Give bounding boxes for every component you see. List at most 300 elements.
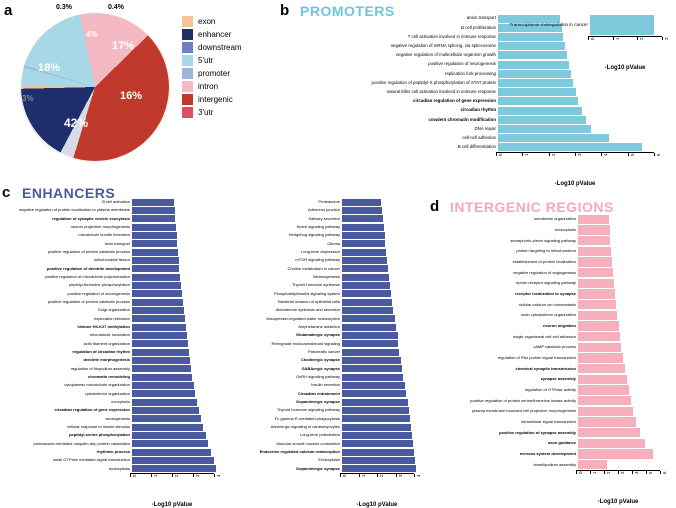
bar bbox=[578, 247, 611, 257]
bar bbox=[132, 240, 177, 247]
bar bbox=[578, 460, 607, 470]
bar-category-label: semaphorin-plexin signaling pathway bbox=[510, 237, 576, 243]
bar-row bbox=[232, 240, 430, 248]
bar-category-label: B cell differentiation bbox=[457, 144, 496, 150]
axis-tick-label: 2 bbox=[550, 153, 556, 156]
bar bbox=[132, 357, 190, 364]
bar-row bbox=[0, 331, 232, 339]
axis-tick-label: 2 bbox=[606, 471, 611, 474]
pie-label-5: 17% bbox=[112, 40, 135, 52]
bar-category-label: peptidyl-serine phosphorylation bbox=[69, 432, 130, 438]
bar-row bbox=[232, 198, 430, 206]
bar-category-label: cAMP catabolic process bbox=[533, 344, 576, 350]
axis-tick bbox=[549, 153, 550, 156]
bar bbox=[342, 374, 403, 381]
bar-row bbox=[0, 206, 232, 214]
pie-label-4: 0.4% bbox=[108, 4, 124, 11]
bar-category-label: negative regulation of multicellular organism growth bbox=[395, 52, 496, 58]
legend-swatch-exon bbox=[182, 16, 193, 27]
bar-row bbox=[428, 406, 676, 417]
axis-tick bbox=[396, 474, 397, 477]
panel-d-title: INTERGENIC REGIONS bbox=[450, 199, 614, 215]
axis-tick bbox=[496, 153, 497, 156]
bar bbox=[578, 417, 636, 427]
bar bbox=[132, 390, 195, 397]
x-axis-title: -Log10 pValue bbox=[604, 65, 646, 71]
axis-tick-label: 5 bbox=[629, 153, 635, 156]
bar-row bbox=[0, 365, 232, 373]
axis-tick bbox=[613, 37, 614, 40]
bar-row bbox=[232, 248, 430, 256]
axis-tick bbox=[172, 474, 173, 477]
bar-category-label: microtubule nucleation bbox=[89, 332, 130, 338]
bar bbox=[132, 324, 186, 331]
bar-row bbox=[0, 256, 232, 264]
bar-row bbox=[0, 215, 232, 223]
bar-row bbox=[232, 348, 430, 356]
bar-category-label: circadian regulation of gene expression bbox=[413, 98, 496, 104]
axis-tick-label: 0 bbox=[342, 474, 347, 477]
bar-category-label: GABAergic synapse bbox=[301, 365, 340, 371]
bar bbox=[498, 134, 609, 142]
bar bbox=[342, 199, 381, 206]
bar-category-label: Choline metabolism in cancer bbox=[287, 265, 340, 271]
legend-item bbox=[182, 107, 242, 118]
bar-category-label: Adrenergic signaling in cardiomyocytes bbox=[270, 424, 340, 430]
axis-tick bbox=[414, 474, 415, 477]
bar bbox=[498, 143, 642, 151]
bar-category-label: chromatin remodeling bbox=[87, 374, 130, 380]
bar-row bbox=[278, 115, 676, 124]
bar-category-label: protein targeting to mitochondrion bbox=[516, 248, 576, 254]
bar-row bbox=[278, 97, 676, 106]
bar bbox=[342, 224, 384, 231]
axis-tick bbox=[151, 474, 152, 477]
bar-row bbox=[0, 198, 232, 206]
bar-row bbox=[0, 223, 232, 231]
bar-row bbox=[0, 381, 232, 389]
bar bbox=[132, 315, 185, 322]
x-axis bbox=[496, 152, 661, 183]
bar-category-label: exocytosis bbox=[111, 399, 130, 405]
axis-tick-label: 3 bbox=[620, 471, 625, 474]
bar bbox=[342, 365, 402, 372]
bar-category-label: Glioma bbox=[327, 240, 340, 246]
bar-category-label: Dopaminergic synapse bbox=[296, 465, 340, 471]
bar-row bbox=[232, 256, 430, 264]
enhancers-left-chart bbox=[0, 198, 232, 508]
bar-row bbox=[278, 106, 676, 115]
bar bbox=[342, 232, 385, 239]
panel-d bbox=[428, 196, 676, 505]
bar-row bbox=[0, 448, 232, 456]
bar bbox=[498, 97, 578, 105]
x-axis-title: -Log10 pValue bbox=[356, 502, 398, 508]
bar-row bbox=[232, 298, 430, 306]
bar-row bbox=[428, 257, 676, 268]
x-axis-title: -Log10 pValue bbox=[151, 502, 193, 508]
legend-label: enhancer bbox=[198, 30, 232, 39]
bar bbox=[342, 257, 387, 264]
bar-row bbox=[428, 427, 676, 438]
bar bbox=[132, 365, 191, 372]
axis-tick-label: 3 bbox=[195, 474, 200, 477]
axis-tick bbox=[359, 474, 360, 477]
bar-row bbox=[232, 390, 430, 398]
legend-label: intron bbox=[198, 82, 219, 91]
axis-tick-label: 4 bbox=[603, 153, 609, 156]
bar-row bbox=[232, 340, 430, 348]
axis-tick-label: 3 bbox=[397, 474, 403, 477]
axis-tick-label: 5 bbox=[648, 471, 653, 474]
promoters-inset-chart bbox=[496, 14, 676, 71]
bar bbox=[498, 116, 586, 124]
panel-b-letter: b bbox=[280, 2, 290, 19]
legend-label: downstream bbox=[198, 43, 242, 52]
intergenic-chart bbox=[428, 214, 676, 505]
pie-label-0: 0.3% bbox=[56, 4, 72, 11]
bar bbox=[578, 343, 621, 353]
legend-swatch-3utr bbox=[182, 107, 193, 118]
bar-category-label: cellular response to insulin stimulus bbox=[67, 424, 130, 430]
bar-category-label: cytoskeleton organization bbox=[84, 390, 130, 396]
bar-category-label: ephrin receptor signaling pathway bbox=[516, 280, 576, 286]
bar-category-label: regulation of Rho protein signal transduction bbox=[497, 354, 576, 360]
panel-c bbox=[0, 182, 430, 508]
bar bbox=[132, 374, 192, 381]
axis-tick bbox=[618, 471, 619, 474]
bar-category-label: B cell activation bbox=[102, 199, 130, 205]
bar bbox=[578, 428, 640, 438]
legend-label: 5'utr bbox=[198, 56, 214, 65]
bar-category-label: Circadian entrainment bbox=[297, 390, 340, 396]
bar-row bbox=[428, 342, 676, 353]
bar-category-label: circadian regulation of gene expression bbox=[54, 407, 130, 413]
bar-category-label: Phosphatidylinositol signaling system bbox=[273, 290, 340, 296]
bar bbox=[342, 399, 408, 406]
axis-tick-label: 0 bbox=[590, 37, 595, 40]
bar-row bbox=[0, 290, 232, 298]
axis-tick bbox=[590, 471, 591, 474]
bar-category-label: Pancreatic cancer bbox=[307, 349, 340, 355]
bar bbox=[132, 457, 214, 464]
legend-label: intergenic bbox=[198, 95, 233, 104]
axis-tick-label: 2 bbox=[639, 37, 645, 40]
axis-tick-label: 1 bbox=[614, 37, 620, 40]
bar-row bbox=[278, 78, 676, 87]
bar-category-label: Long-term potentiation bbox=[299, 432, 340, 438]
bar bbox=[342, 349, 399, 356]
bar-category-label: actin filament organization bbox=[83, 340, 130, 346]
bar-row bbox=[0, 431, 232, 439]
bar-category-label: positive regulation of synapse assembly bbox=[499, 429, 576, 435]
bar bbox=[578, 311, 617, 321]
bar-row bbox=[0, 390, 232, 398]
axis-tick-label: 1 bbox=[360, 474, 366, 477]
bar bbox=[578, 257, 612, 267]
axis-tick-label: 2 bbox=[174, 474, 179, 477]
enhancers-right-chart bbox=[232, 198, 430, 508]
bar-category-label: neuron migration bbox=[543, 322, 576, 328]
bar-category-label: membrane organization bbox=[533, 216, 576, 222]
axis-tick bbox=[662, 37, 663, 40]
legend-swatch-promoter bbox=[182, 68, 193, 79]
bar bbox=[578, 364, 625, 374]
legend-swatch-downstream bbox=[182, 42, 193, 53]
bar bbox=[132, 249, 178, 256]
bar bbox=[342, 265, 388, 272]
bar-category-label: mTOR signaling pathway bbox=[295, 257, 340, 263]
bar bbox=[578, 225, 610, 235]
bar-category-label: single organismal cell-cell adhesion bbox=[513, 333, 576, 339]
bar bbox=[342, 307, 393, 314]
bar bbox=[590, 15, 654, 36]
bar-row bbox=[428, 385, 676, 396]
panel-b bbox=[278, 0, 676, 187]
bar-row bbox=[428, 395, 676, 406]
bar bbox=[342, 357, 401, 364]
bar-row bbox=[428, 289, 676, 300]
bar bbox=[578, 396, 631, 406]
axis-tick bbox=[588, 37, 589, 40]
bar-row bbox=[232, 223, 430, 231]
bar-category-label: small GTPase mediated signal transduction bbox=[52, 457, 130, 463]
bar bbox=[342, 274, 389, 281]
legend-item bbox=[182, 68, 242, 79]
bar bbox=[578, 289, 615, 299]
bar-category-label: circadian rhythm bbox=[460, 107, 496, 113]
bar-row bbox=[232, 281, 430, 289]
panel-a-letter: a bbox=[4, 2, 13, 19]
bar-row bbox=[428, 438, 676, 449]
bar bbox=[342, 299, 392, 306]
bar-category-label: Bacterial invasion of epithelial cells bbox=[278, 299, 340, 305]
bar bbox=[132, 340, 188, 347]
bar bbox=[578, 407, 633, 417]
bar-row bbox=[232, 306, 430, 314]
bar-category-label: Vasopressin-regulated water reabsorption bbox=[266, 315, 340, 321]
bar-row bbox=[0, 465, 232, 473]
bar bbox=[132, 307, 184, 314]
axis-tick-label: 4 bbox=[216, 474, 221, 477]
axis-tick bbox=[193, 474, 194, 477]
bar-category-label: exploration behavior bbox=[93, 315, 130, 321]
bar bbox=[132, 282, 181, 289]
bar-row bbox=[278, 124, 676, 133]
bar bbox=[342, 449, 414, 456]
bar-row bbox=[428, 310, 676, 321]
pie-chart bbox=[20, 4, 170, 162]
axis-tick bbox=[340, 474, 341, 477]
bar bbox=[132, 407, 199, 414]
bar bbox=[342, 465, 416, 472]
legend-label: promoter bbox=[198, 69, 231, 78]
axis-tick bbox=[130, 474, 131, 477]
bar-category-label: regulation of circadian rhythm bbox=[72, 349, 130, 355]
bar-category-label: Thyroid hormone signaling pathway bbox=[276, 407, 340, 413]
bar-category-label: negative regulation of protein localization to plasma membrane bbox=[18, 207, 130, 213]
bar-row bbox=[0, 406, 232, 414]
bar-category-label: plasma membrane bounded cell projection morphogenesis bbox=[472, 408, 576, 414]
bar-category-label: nervous system development bbox=[519, 450, 576, 456]
bar bbox=[132, 232, 177, 239]
bar bbox=[342, 407, 409, 414]
bar-category-label: establishment of protein localization bbox=[512, 258, 576, 264]
axis-tick-label: 1 bbox=[153, 474, 158, 477]
bar-row bbox=[428, 299, 676, 310]
bar-row bbox=[0, 415, 232, 423]
bar-row bbox=[232, 381, 430, 389]
bar bbox=[132, 215, 175, 222]
bar bbox=[578, 449, 653, 459]
bar-category-label: Retrograde endocannabinoid signaling bbox=[271, 340, 340, 346]
bar bbox=[132, 290, 182, 297]
legend-item bbox=[182, 81, 242, 92]
bar-category-label: Aldosterone synthesis and secretion bbox=[275, 307, 340, 313]
bar-category-label: Salivary secretion bbox=[308, 215, 340, 221]
bar bbox=[132, 399, 197, 406]
bar-row bbox=[428, 353, 676, 364]
bar-row bbox=[232, 440, 430, 448]
bar-category-label: negative regulation of angiogenesis bbox=[513, 269, 576, 275]
bar bbox=[578, 215, 609, 225]
bar-row bbox=[232, 273, 430, 281]
panel-b-title: PROMOTERS bbox=[300, 3, 395, 19]
pie-label-6: 16% bbox=[120, 90, 143, 102]
legend-swatch-intergenic bbox=[182, 94, 193, 105]
bar-category-label: Fc gamma R-mediated phagocytosis bbox=[274, 415, 340, 421]
bar-category-label: Long-term depression bbox=[301, 249, 340, 255]
bar bbox=[342, 340, 398, 347]
bar-row bbox=[0, 306, 232, 314]
bar-category-label: natural killer cell activation involved in immune response bbox=[386, 88, 496, 94]
bar bbox=[498, 125, 591, 133]
axis-tick bbox=[214, 474, 215, 477]
legend-item bbox=[182, 94, 242, 105]
bar bbox=[578, 353, 623, 363]
bar-row bbox=[0, 423, 232, 431]
pie-label-7: 42% bbox=[64, 116, 89, 130]
bar-row bbox=[428, 374, 676, 385]
bar bbox=[578, 439, 645, 449]
bar-category-label: lamellipodium assembly bbox=[533, 461, 576, 467]
bar-category-label: regulation of filopodium assembly bbox=[70, 365, 130, 371]
bar-row bbox=[0, 298, 232, 306]
panel-c-title: ENHANCERS bbox=[22, 185, 116, 201]
bar-category-label: Melanogenesis bbox=[313, 274, 340, 280]
bar-row bbox=[278, 134, 676, 143]
bar-row bbox=[232, 265, 430, 273]
axis-tick bbox=[628, 153, 629, 156]
bar-category-label: positive regulation of axonogenesis bbox=[67, 290, 130, 296]
bar-category-label: positive regulation of neurogenesis bbox=[428, 61, 496, 67]
bar-category-label: Amphetamine addiction bbox=[298, 324, 340, 330]
bar-row bbox=[0, 315, 232, 323]
bar-row bbox=[232, 290, 430, 298]
bar bbox=[342, 315, 395, 322]
axis-tick-label: 1 bbox=[524, 153, 530, 156]
bar bbox=[342, 207, 382, 214]
bar-row bbox=[0, 340, 232, 348]
bar-category-label: endocytosis bbox=[554, 226, 576, 232]
bar-category-label: Endocrine regulated calcium reabsorption bbox=[259, 449, 340, 455]
bar bbox=[132, 349, 189, 356]
legend-swatch-intron bbox=[182, 81, 193, 92]
axis-tick-label: 0 bbox=[132, 474, 137, 477]
bar bbox=[498, 70, 571, 78]
bar-row bbox=[0, 265, 232, 273]
axis-tick-label: 0 bbox=[498, 153, 503, 156]
bar-category-label: Cholinergic synapse bbox=[300, 357, 340, 363]
bar-row bbox=[428, 363, 676, 374]
bar-row bbox=[232, 323, 430, 331]
bar bbox=[578, 385, 629, 395]
bar-category-label: regulation of GTPase activity bbox=[524, 386, 576, 392]
bar bbox=[132, 199, 174, 206]
bar bbox=[342, 249, 386, 256]
bar bbox=[578, 236, 610, 246]
axis-tick bbox=[632, 471, 633, 474]
bar-category-label: Insulin secretion bbox=[311, 382, 340, 388]
bar-category-label: GnRH signaling pathway bbox=[295, 374, 340, 380]
bar-row bbox=[232, 331, 430, 339]
pie-legend bbox=[182, 16, 242, 120]
panel-a bbox=[0, 0, 265, 175]
bar bbox=[132, 415, 201, 422]
bar bbox=[132, 440, 208, 447]
bar-category-label: positive regulation of protein serine/threonine kinase activity bbox=[470, 397, 576, 403]
bar-row bbox=[232, 365, 430, 373]
bar bbox=[342, 415, 410, 422]
bar bbox=[342, 457, 415, 464]
pie-label-3: 3% bbox=[22, 94, 34, 103]
bar-row bbox=[278, 143, 676, 152]
bar-category-label: B cell proliferation bbox=[461, 24, 496, 30]
bar-row bbox=[232, 465, 430, 473]
axis-tick bbox=[604, 471, 605, 474]
bar-category-label: regulation of synaptic vesicle exocytosis bbox=[52, 215, 130, 221]
bar bbox=[578, 300, 616, 310]
bar-row bbox=[428, 459, 676, 470]
axis-tick-label: 3 bbox=[664, 37, 669, 40]
x-axis-title: -Log10 pValue bbox=[597, 499, 639, 505]
bar bbox=[132, 424, 203, 431]
bar-row bbox=[0, 398, 232, 406]
bar-row bbox=[0, 281, 232, 289]
axis-tick-label: 1 bbox=[592, 471, 597, 474]
bar-category-label: microtubule bundle formation bbox=[78, 232, 130, 238]
bar-row bbox=[0, 323, 232, 331]
bar-category-label: Dopaminergic synapse bbox=[296, 399, 340, 405]
bar bbox=[578, 321, 619, 331]
bar-category-label: positive regulation of microtubule polymerization bbox=[44, 274, 130, 280]
bar-category-label: receptor localization to synapse bbox=[515, 290, 576, 296]
axis-tick-label: 0 bbox=[578, 471, 583, 474]
bar bbox=[498, 88, 576, 96]
bar-category-label: axonogenesis bbox=[105, 415, 130, 421]
bar-category-label: endocytosis bbox=[108, 465, 130, 471]
bar bbox=[342, 382, 405, 389]
bar bbox=[498, 79, 573, 87]
bar bbox=[132, 274, 180, 281]
bar bbox=[132, 465, 216, 472]
bar-row bbox=[232, 456, 430, 464]
bar-category-label: positive regulation of protein catabolic process bbox=[47, 299, 130, 305]
bar-row bbox=[0, 248, 232, 256]
axis-tick bbox=[646, 471, 647, 474]
axis-tick bbox=[576, 471, 577, 474]
bar bbox=[132, 224, 176, 231]
